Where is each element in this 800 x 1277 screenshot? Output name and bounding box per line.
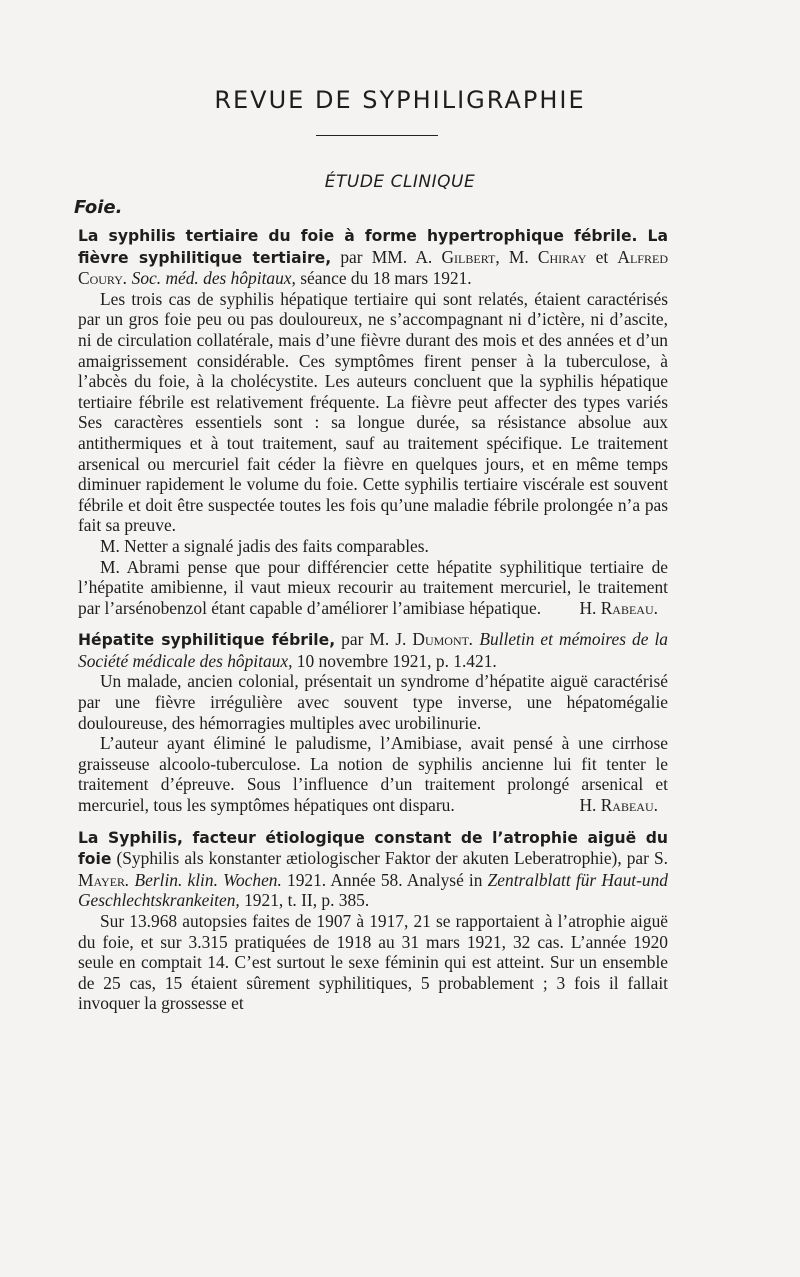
title-rule bbox=[316, 135, 438, 136]
paragraph: Un malade, ancien colonial, présentait un syndrome d’hépatite aiguë caractérisé par une fièvre irrégulière avec souvent type inverse, une hépatomégalie douloureuse, des hémorragies multiples avec urobilinurie. bbox=[78, 671, 668, 733]
author-name: Alfred Coury bbox=[78, 246, 668, 289]
publication-date: séance du 18 mars 1921. bbox=[295, 268, 472, 289]
source-lead: par M. J. bbox=[335, 629, 413, 650]
journal-name: Zentralblatt für Haut-und Geschlechtskrankeiten, bbox=[78, 869, 668, 911]
source-text: , M. bbox=[495, 246, 538, 267]
paragraph-text: M. Abrami pense que pour différencier cette hépatite syphilitique tertiaire de l’hépatite amibienne, il vaut mieux recourir au traitement mercuriel, le traitement par l’arsénobenzol étant capable d’améliorer l’amibiase hépatique. bbox=[78, 556, 668, 618]
section-title: ÉTUDE CLINIQUE bbox=[324, 172, 476, 192]
entry-heading bbox=[78, 225, 668, 289]
author-name: Chiray bbox=[537, 246, 587, 267]
paragraph: M. Netter a signalé jadis des faits comparables. bbox=[100, 535, 429, 556]
author-name: Mayer bbox=[78, 869, 126, 890]
journal-name: . Berlin. klin. Wochen. bbox=[125, 869, 282, 890]
entry-heading bbox=[78, 629, 668, 671]
publication-date: 10 novembre 1921, p. 1.421. bbox=[292, 650, 497, 671]
review-entry-3 bbox=[78, 827, 668, 1014]
paragraph: Sur 13.968 autopsies faites de 1907 à 1917, 21 se rapportaient à l’atrophie aiguë du foie, et sur 3.315 pratiquées de 1918 au 31 mars 1921, 32 cas. L’année 1920 seule en comptait 14. C’est surtout le sexe féminin qui est atteint. Sur un ensemble de 25 cas, 15 étaient sûrement syphilitiques, 5 probablement ; 3 fois il fallait invoquer la grossesse et bbox=[78, 911, 668, 1014]
source-text: et bbox=[586, 246, 618, 267]
journal-name: . Soc. méd. des hôpitaux, bbox=[122, 268, 296, 289]
entry-heading bbox=[78, 827, 668, 911]
review-entry-1 bbox=[78, 225, 668, 618]
author-name: Dumont bbox=[412, 629, 469, 650]
entry-title: La Syphilis, facteur étiologique constant de l’atrophie aiguë du foie bbox=[78, 828, 668, 869]
signature: H. Rabeau. bbox=[579, 597, 658, 618]
publication-date: 1921. Année 58. Analysé in bbox=[281, 869, 488, 890]
signature: H. Rabeau. bbox=[579, 795, 658, 816]
article-body bbox=[78, 225, 668, 1025]
source-lead: par MM. A. bbox=[331, 246, 442, 267]
paragraph bbox=[78, 733, 668, 815]
publication-date: 1921, t. II, p. 385. bbox=[239, 890, 370, 911]
entry-title: La syphilis tertiaire du foie à forme hypertrophique fébrile. La fièvre syphilitique tertiaire, bbox=[78, 227, 668, 267]
paragraph-text: L’auteur ayant éliminé le paludisme, l’Amibiase, avait pensé à une cirrhose graisseuse alcoolo-tuberculose. La notion de syphilis ancienne lui fit tenter le traitement d’épreuve. Sous l’influence d’un traitement prolongé arsenical et mercuriel, tous les symptômes hépatiques ont disparu. bbox=[78, 733, 668, 816]
paragraph bbox=[78, 557, 668, 619]
entry-title: Hépatite syphilitique fébrile, bbox=[78, 631, 336, 650]
journal-name: . Bulletin et mémoires de la Société médicale des hôpitaux, bbox=[78, 629, 668, 671]
subsection-title: Foie. bbox=[74, 197, 123, 218]
paragraph: Les trois cas de syphilis hépatique tertiaire qui sont relatés, étaient caractérisés par un gros foie peu ou pas douloureux, ne s’accompagnant ni d’ictère, ni d’ascite, ni de circulation collatérale, mais d’une fièvre durant des mois et des années et d’un amaigrissement considérable. Ces symptômes firent penser à la tuberculose, à l’abcès du foie, à la cholécystite. Les auteurs concluent que la syphilis hépatique tertiaire fébrile est relativement fréquente. La fièvre peut affecter des types variés Ses caractères essentiels sont : sa longue durée, sa résistance absolue aux antithermiques et à tout traitement, sauf au traitement spécifique. Le traitement arsenical ou mercuriel fait céder la fièvre en quelques jours, et en même temps diminuer rapidement le volume du foie. Cette syphilis tertiaire viscérale est souvent fébrile et doit être suspectée toutes les fois qu’une maladie fébrile prolongée n’a pas fait sa preuve. bbox=[78, 288, 668, 536]
review-entry-2 bbox=[78, 629, 668, 815]
source-lead: (Syphilis als konstanter ætiologischer Faktor der akuten Leberatrophie), par S. bbox=[111, 848, 668, 869]
running-title: REVUE DE SYPHILIGRAPHIE bbox=[214, 86, 586, 114]
author-name: Gilbert bbox=[441, 246, 496, 267]
